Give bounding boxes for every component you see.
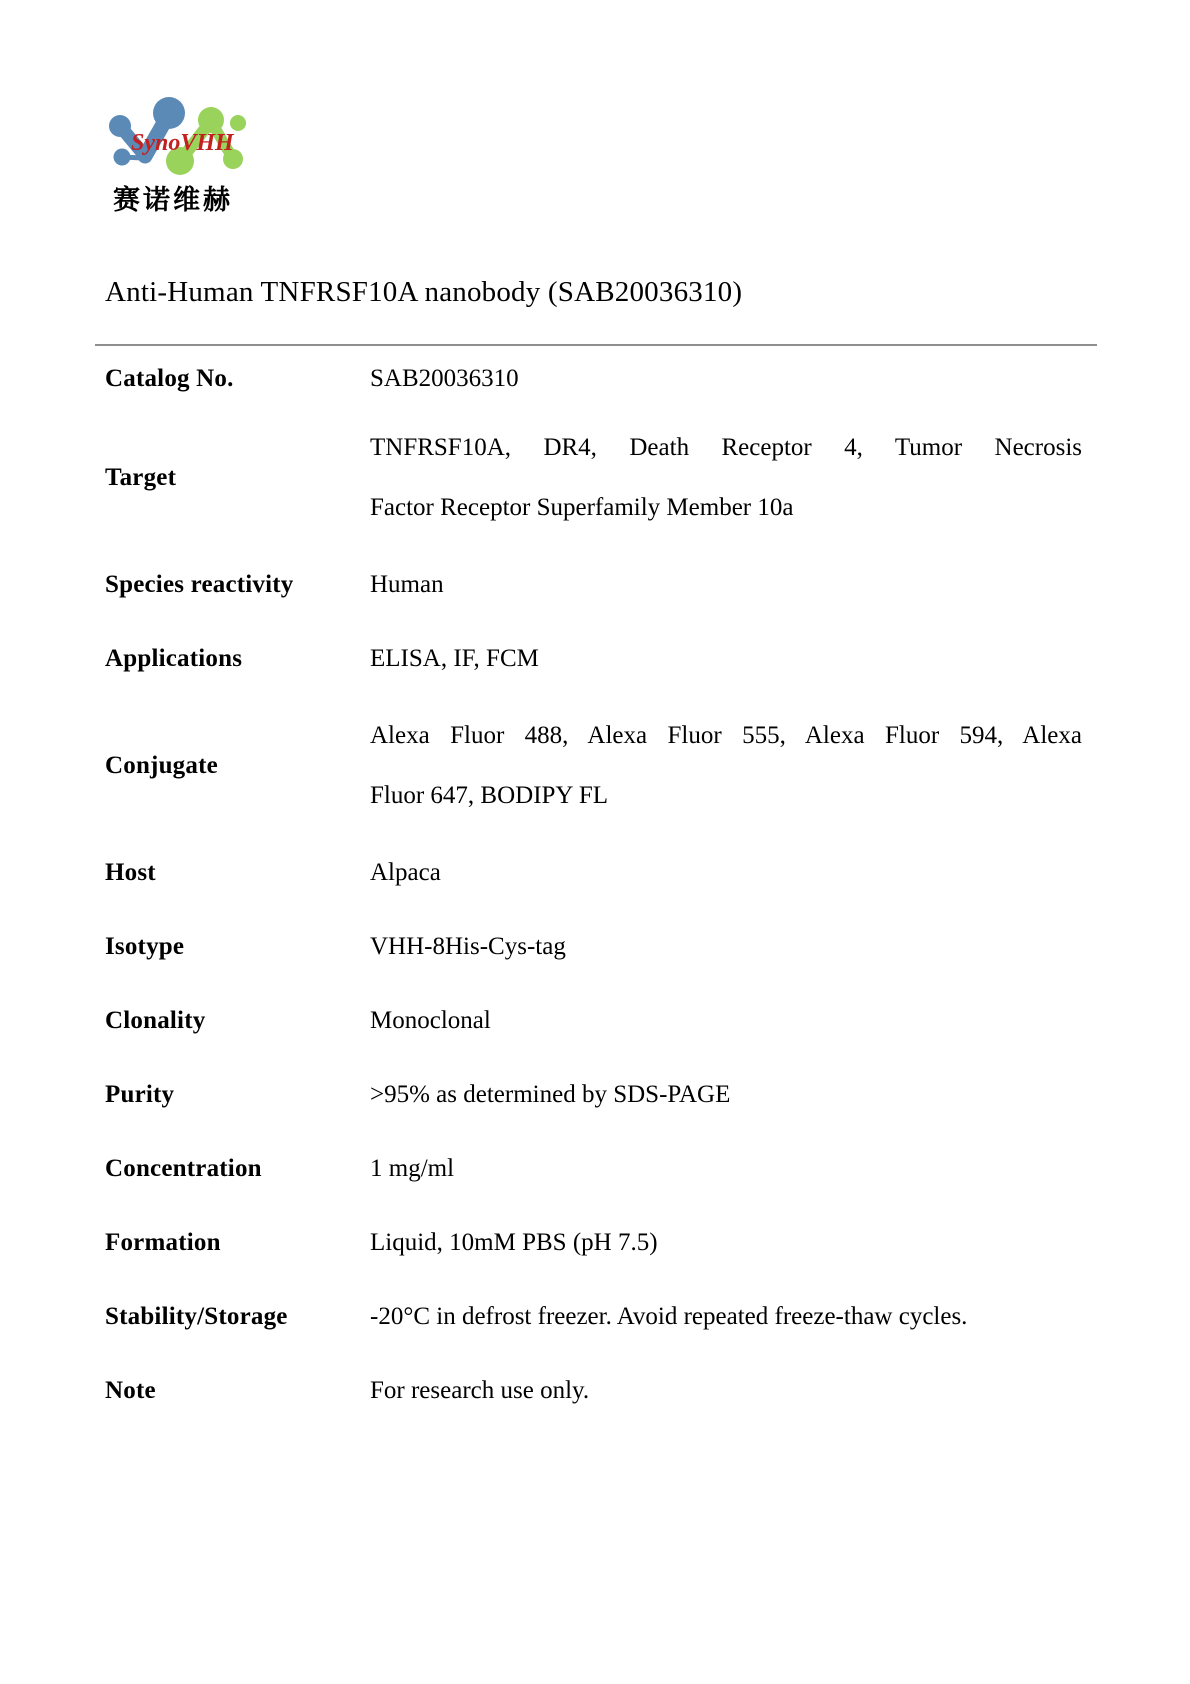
logo-chinese-name: 赛诺维赫	[113, 185, 233, 216]
table-row-concentration	[105, 1132, 1082, 1206]
table-row-applications	[105, 622, 1082, 696]
row-value: Liquid, 10mM PBS (pH 7.5)	[370, 1228, 658, 1256]
table-row-host	[105, 836, 1082, 910]
logo-brand-text: SynoVHH	[131, 130, 234, 156]
row-label: Purity	[105, 1080, 175, 1108]
row-label: Applications	[105, 644, 243, 672]
page-title: Anti-Human TNFRSF10A nanobody (SAB20036310)	[105, 276, 743, 309]
row-label: Note	[105, 1376, 156, 1404]
table-row-purity	[105, 1058, 1082, 1132]
table-row-clonality	[105, 984, 1082, 1058]
row-label: Formation	[105, 1228, 221, 1256]
row-value: Monoclonal	[370, 1006, 491, 1034]
row-value: ELISA, IF, FCM	[370, 644, 539, 672]
company-logo	[0, 0, 1190, 218]
row-value	[370, 706, 1082, 826]
row-label: Species reactivity	[105, 570, 294, 598]
row-label: Host	[105, 858, 156, 886]
row-value: -20°C in defrost freezer. Avoid repeated freeze-thaw cycles.	[370, 1302, 968, 1330]
row-value-line: Alexa Fluor 488, Alexa Fluor 555, Alexa Fluor 594, Alexa	[370, 721, 1082, 749]
product-spec-table	[105, 350, 1082, 1428]
table-row-stability-storage	[105, 1280, 1082, 1354]
row-value: Human	[370, 570, 444, 598]
table-row-species-reactivity	[105, 548, 1082, 622]
row-label: Clonality	[105, 1006, 206, 1034]
row-value-line: Fluor 647, BODIPY FL	[370, 781, 608, 809]
row-value-line: Factor Receptor Superfamily Member 10a	[370, 493, 794, 521]
row-value: SAB20036310	[370, 364, 519, 392]
table-row-conjugate	[105, 696, 1082, 836]
row-label: Target	[105, 463, 177, 491]
row-label: Catalog No.	[105, 364, 234, 392]
row-value: For research use only.	[370, 1376, 590, 1404]
title-divider	[95, 344, 1097, 346]
table-row-note	[105, 1354, 1082, 1428]
table-row-target	[105, 408, 1082, 548]
table-row-formation	[105, 1206, 1082, 1280]
row-label: Stability/Storage	[105, 1302, 288, 1330]
row-value	[370, 418, 1082, 538]
synovhh-logo-icon	[95, 93, 247, 179]
row-value: Alpaca	[370, 858, 441, 886]
row-value: >95% as determined by SDS-PAGE	[370, 1080, 731, 1108]
row-value: VHH-8His-Cys-tag	[370, 932, 566, 960]
row-label: Concentration	[105, 1154, 262, 1182]
row-value-line: TNFRSF10A, DR4, Death Receptor 4, Tumor Necrosis	[370, 433, 1082, 461]
row-label: Conjugate	[105, 751, 218, 779]
table-row-catalog-no	[105, 350, 1082, 408]
row-label: Isotype	[105, 932, 185, 960]
row-value: 1 mg/ml	[370, 1154, 455, 1182]
table-row-isotype	[105, 910, 1082, 984]
